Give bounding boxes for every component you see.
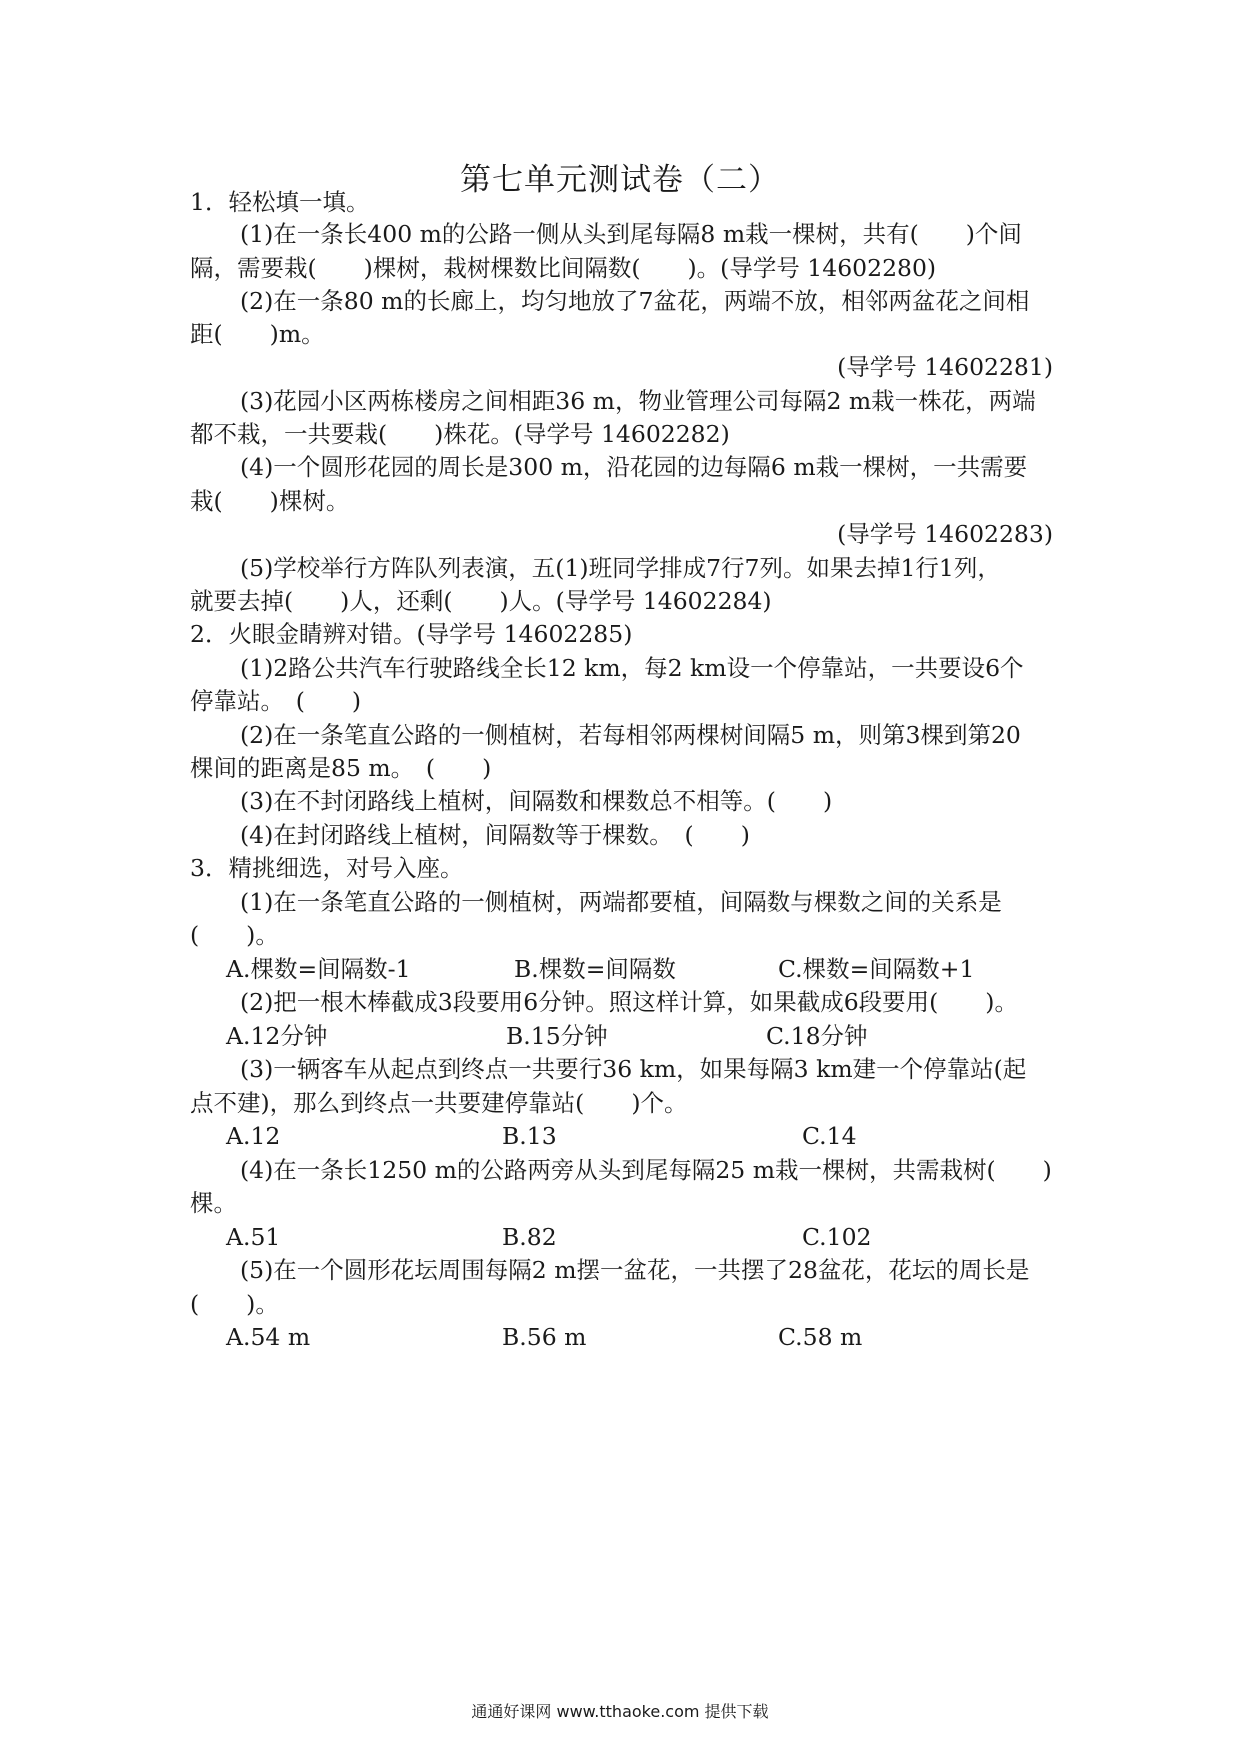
option-a: A.棵数=间隔数-1	[226, 955, 411, 983]
option-b: B.15分钟	[506, 1022, 608, 1050]
question-1-1-line-2: 隔，需要栽( )棵树，栽树棵数比间隔数( )。(导学号 14602280)	[190, 254, 937, 282]
question-3-3-line-1: (3)一辆客车从起点到终点一共要行36 km，如果每隔3 km建一个停靠站(起	[240, 1055, 1027, 1083]
option-b: B.56 m	[502, 1323, 587, 1351]
question-1-1-line-1: (1)在一条长400 m的公路一侧从头到尾每隔8 m栽一棵树，共有( )个间	[240, 220, 1022, 248]
question-1-4-line-2: 栽( )棵树。	[190, 487, 350, 515]
guide-number: (导学号 14602283)	[837, 520, 1053, 548]
question-3-4-line-2: 棵。	[190, 1189, 237, 1217]
option-a: A.12	[226, 1122, 281, 1150]
question-1-3-line-2: 都不栽，一共要栽( )株花。(导学号 14602282)	[190, 420, 730, 448]
question-1-2-line-2: 距( )m。	[190, 320, 325, 348]
page-title: 第七单元测试卷（二）	[460, 162, 780, 198]
question-2-3: (3)在不封闭路线上植树，间隔数和棵数总不相等。( )	[240, 787, 833, 815]
question-2-4: (4)在封闭路线上植树，间隔数等于棵数。 ( )	[240, 821, 750, 849]
option-a: A.54 m	[226, 1323, 311, 1351]
question-2-1-line-1: (1)2路公共汽车行驶路线全长12 km，每2 km设一个停靠站，一共要设6个	[240, 654, 1024, 682]
option-a: A.51	[226, 1223, 281, 1251]
option-c: C.18分钟	[766, 1022, 868, 1050]
option-c: C.102	[802, 1223, 872, 1251]
question-3-4-line-1: (4)在一条长1250 m的公路两旁从头到尾每隔25 m栽一棵树，共需栽树( )	[240, 1156, 1052, 1184]
question-1-4-line-1: (4)一个圆形花园的周长是300 m，沿花园的边每隔6 m栽一棵树，一共需要	[240, 453, 1028, 481]
option-c: C.棵数=间隔数+1	[778, 955, 975, 983]
question-1-5-line-2: 就要去掉( )人，还剩( )人。(导学号 14602284)	[190, 587, 772, 615]
question-1-5-line-1: (5)学校举行方阵队列表演，五(1)班同学排成7行7列。如果去掉1行1列，	[240, 554, 1001, 582]
guide-number: (导学号 14602281)	[837, 353, 1053, 381]
section-2-heading: 2．火眼金睛辨对错。(导学号 14602285)	[190, 620, 633, 648]
question-1-3-line-1: (3)花园小区两栋楼房之间相距36 m，物业管理公司每隔2 m栽一株花，两端	[240, 387, 1036, 415]
option-c: C.14	[802, 1122, 857, 1150]
option-b: B.82	[502, 1223, 557, 1251]
option-b: B.棵数=间隔数	[514, 955, 676, 983]
question-3-1-line-2: ( )。	[190, 921, 279, 949]
question-3-1-line-1: (1)在一条笔直公路的一侧植树，两端都要植，间隔数与棵数之间的关系是	[240, 888, 1002, 916]
section-3-heading: 3．精挑细选，对号入座。	[190, 854, 464, 882]
option-a: A.12分钟	[226, 1022, 328, 1050]
question-3-5-line-1: (5)在一个圆形花坛周围每隔2 m摆一盆花，一共摆了28盆花，花坛的周长是	[240, 1256, 1030, 1284]
question-2-2-line-1: (2)在一条笔直公路的一侧植树，若每相邻两棵树间隔5 m，则第3棵到第20	[240, 721, 1021, 749]
question-1-2-line-1: (2)在一条80 m的长廊上，均匀地放了7盆花，两端不放，相邻两盆花之间相	[240, 287, 1030, 315]
question-3-2-line-1: (2)把一根木棒截成3段要用6分钟。照这样计算，如果截成6段要用( )。	[240, 988, 1018, 1016]
question-3-3-line-2: 点不建)，那么到终点一共要建停靠站( )个。	[190, 1089, 688, 1117]
question-2-1-line-2: 停靠站。 ( )	[190, 687, 362, 715]
question-3-5-line-2: ( )。	[190, 1290, 279, 1318]
option-b: B.13	[502, 1122, 557, 1150]
option-c: C.58 m	[778, 1323, 863, 1351]
question-2-2-line-2: 棵间的距离是85 m。 ( )	[190, 754, 492, 782]
section-1-heading: 1．轻松填一填。	[190, 188, 370, 216]
page-footer: 通通好课网 www.tthaoke.com 提供下载	[471, 1702, 769, 1721]
